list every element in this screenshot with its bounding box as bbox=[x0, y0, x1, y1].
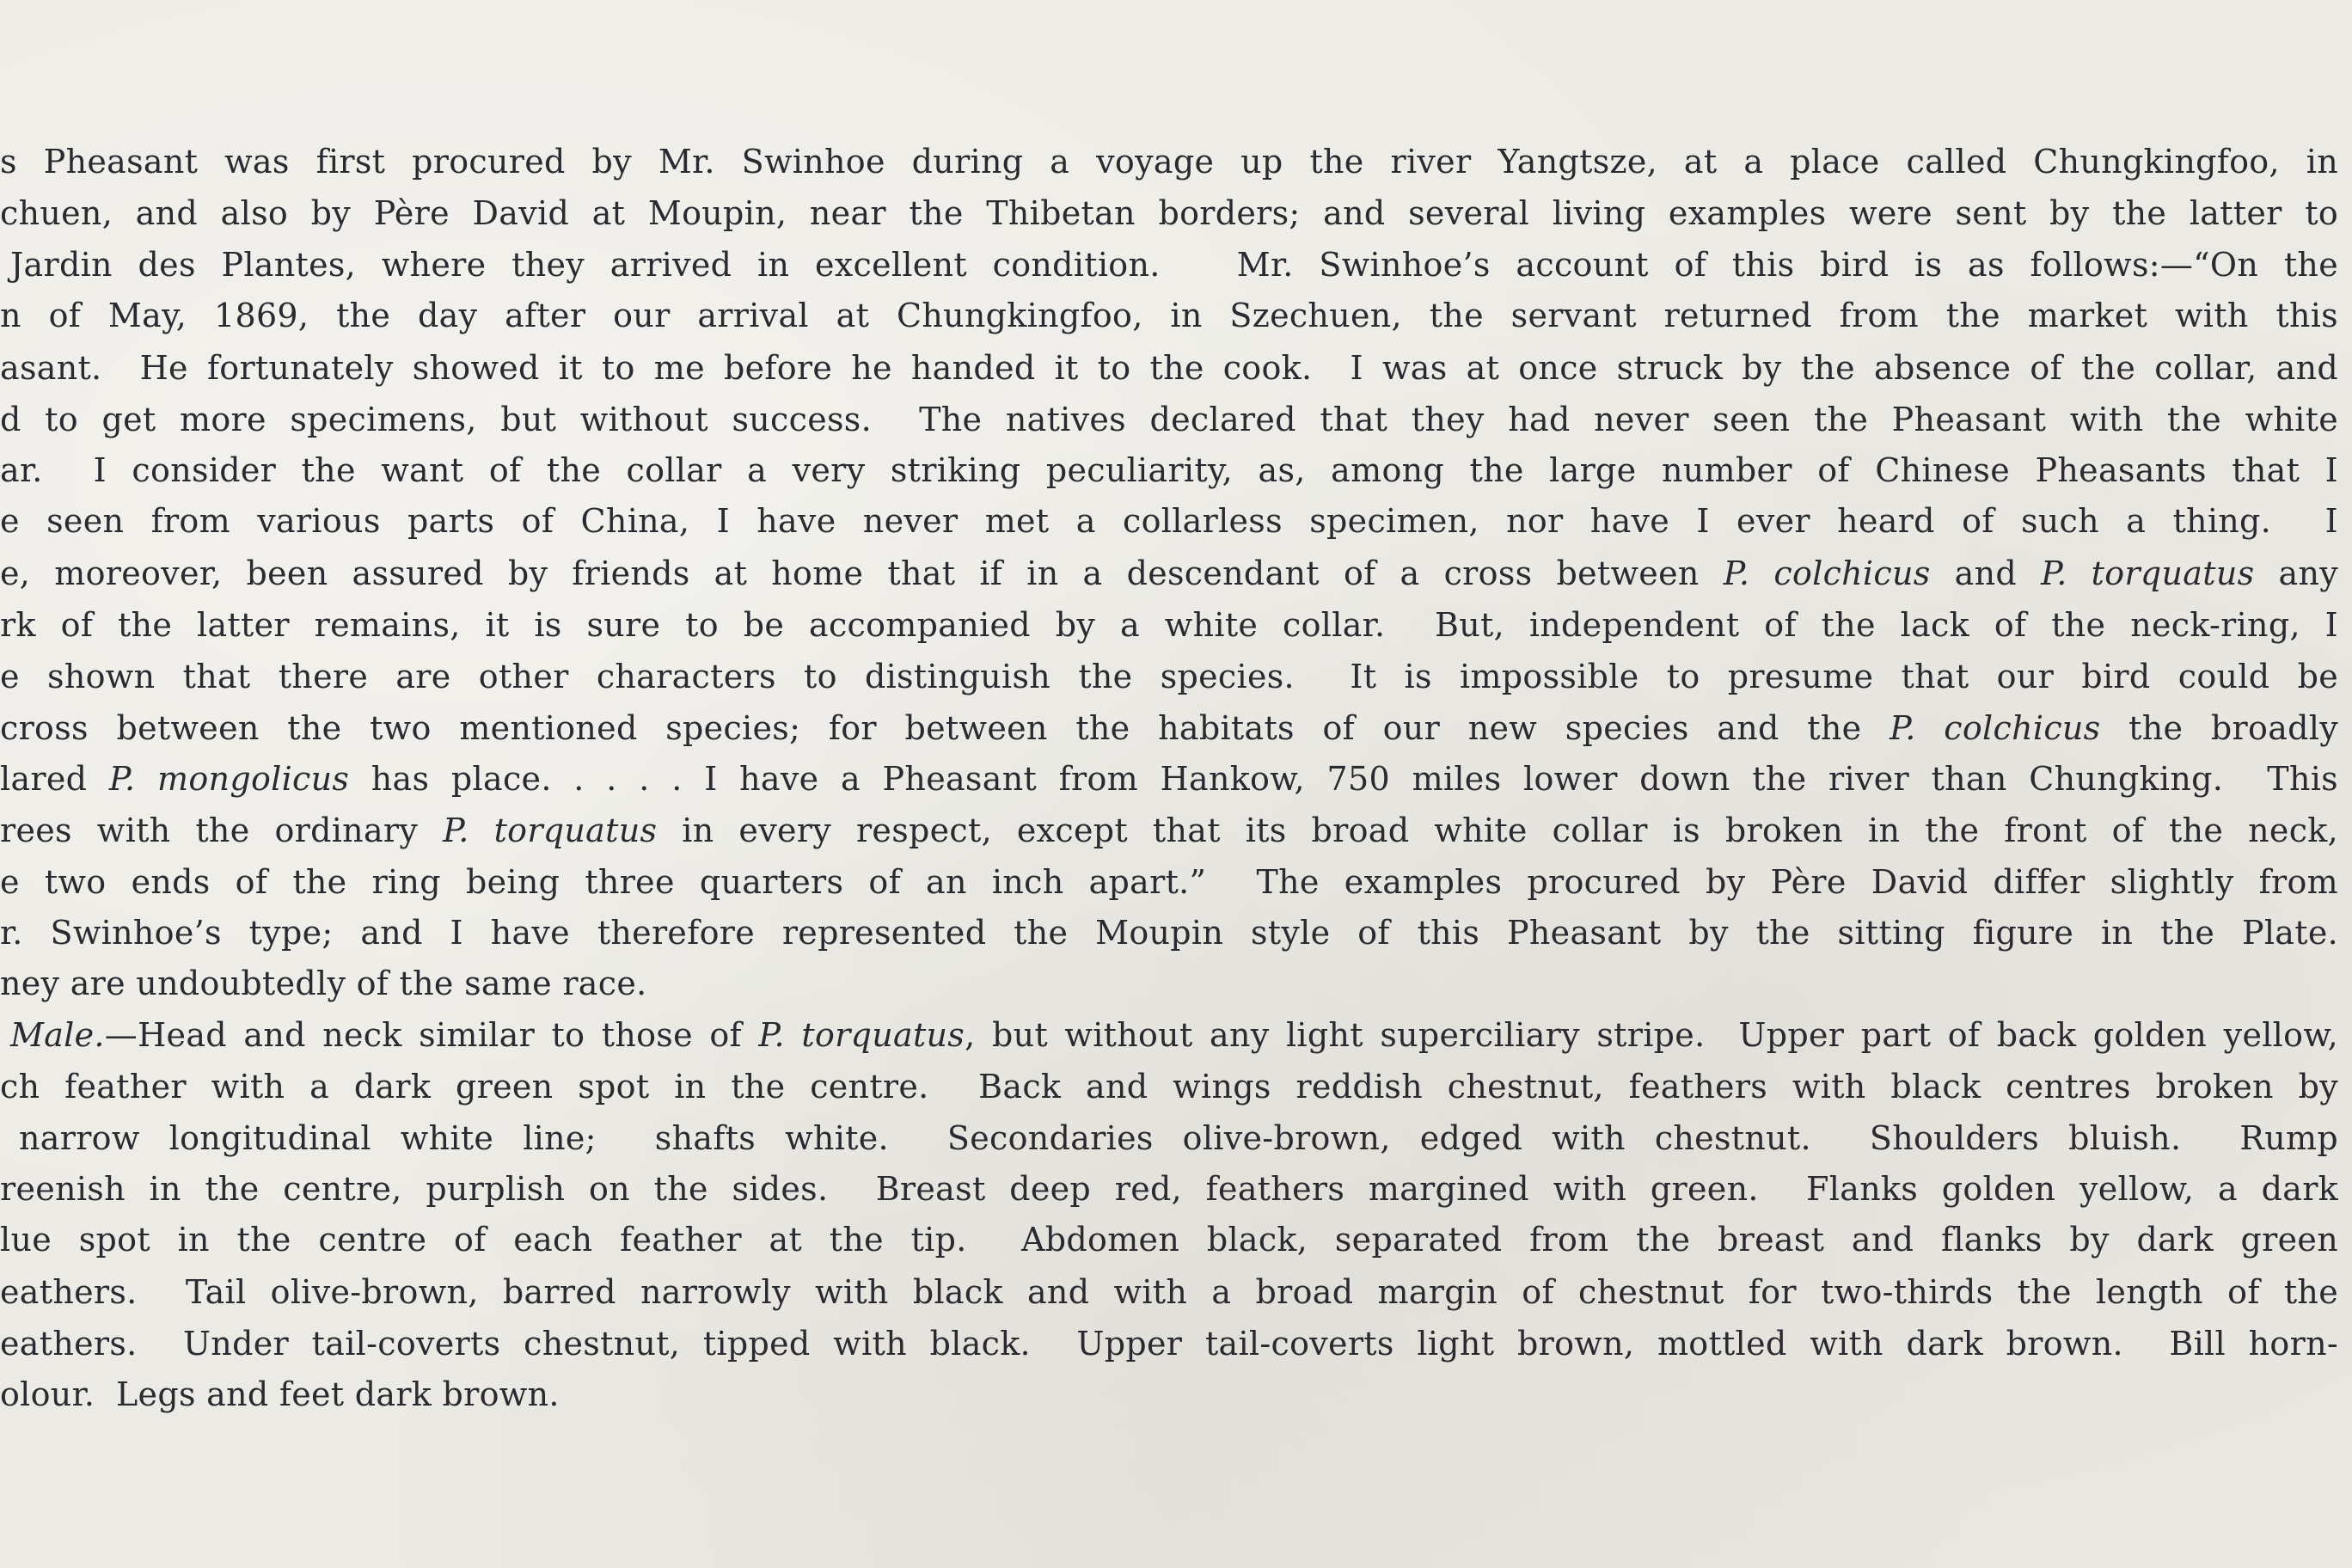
document-text bbox=[0, 120, 2338, 1461]
text-run: the broadly bbox=[2100, 709, 2338, 747]
text-line bbox=[0, 958, 2318, 1009]
text-line-content bbox=[0, 958, 647, 1009]
text-line-content bbox=[0, 394, 2338, 445]
text-line bbox=[0, 805, 2338, 856]
italic-text: P. torquatus bbox=[758, 1016, 965, 1054]
text-run: lared bbox=[0, 760, 109, 798]
text-line-content bbox=[0, 1369, 560, 1420]
text-line bbox=[0, 1369, 2318, 1420]
text-run: e, moreover, been assured by friends at home that if in a descendant of a cross between bbox=[0, 554, 1724, 592]
text-run: olour. Legs and feet dark brown. bbox=[0, 1375, 560, 1413]
text-line-content bbox=[19, 1112, 2338, 1164]
text-line-content bbox=[0, 651, 2338, 702]
text-run: has place. . . . . I have a Pheasant from Hankow, 750 miles lower down the river than Chungking. This bbox=[349, 760, 2338, 798]
text-line bbox=[0, 1266, 2338, 1318]
text-line-content bbox=[0, 444, 2338, 496]
text-line bbox=[0, 136, 2338, 187]
text-line bbox=[10, 239, 2338, 291]
text-line bbox=[0, 548, 2338, 599]
italic-text: P. colchicus bbox=[1723, 554, 1931, 592]
text-line bbox=[0, 187, 2338, 239]
text-line-content bbox=[0, 753, 2338, 805]
text-run: s Pheasant was first procured by Mr. Swinhoe during a voyage up the river Yangtsze, at a place called Chungkingfoo, in bbox=[0, 143, 2338, 181]
text-line bbox=[0, 495, 2338, 547]
text-line bbox=[0, 599, 2338, 651]
text-line-content bbox=[0, 907, 2338, 959]
text-line-content bbox=[0, 548, 2338, 599]
text-run: rees with the ordinary bbox=[0, 812, 444, 849]
text-line bbox=[0, 753, 2338, 805]
text-run: reenish in the centre, purplish on the sides. Breast deep red, feathers margined with green. Flanks golden yellow, a dark bbox=[0, 1170, 2338, 1208]
text-run: d to get more specimens, but without success. The natives declared that they had never seen the Pheasant with the white bbox=[0, 401, 2338, 438]
text-run: and bbox=[1930, 554, 2042, 592]
text-run: e shown that there are other characters to distinguish the species. It is impossible to presume that our bird could be bbox=[0, 658, 2338, 695]
text-run: eathers. Under tail-coverts chestnut, tipped with black. Upper tail-coverts light brown, mottled with dark brown. Bill horn- bbox=[0, 1325, 2338, 1363]
text-line-content bbox=[0, 187, 2338, 239]
text-line-content bbox=[0, 495, 2338, 547]
text-line-content bbox=[0, 1163, 2338, 1215]
italic-text: P. mongolicus bbox=[108, 760, 350, 798]
text-line bbox=[0, 1318, 2338, 1369]
text-line bbox=[0, 651, 2338, 702]
text-line-content bbox=[0, 805, 2338, 856]
text-line bbox=[0, 1163, 2338, 1215]
text-line bbox=[10, 1009, 2339, 1061]
text-run: —Head and neck similar to those of bbox=[104, 1016, 759, 1054]
text-run: ch feather with a dark green spot in the centre. Back and wings reddish chestnut, feathers with black centres broken by bbox=[0, 1068, 2338, 1106]
italic-text: P. torquatus bbox=[2041, 554, 2255, 592]
text-line-content bbox=[0, 856, 2338, 908]
text-line bbox=[0, 444, 2338, 496]
text-line bbox=[0, 394, 2338, 445]
text-run: narrow longitudinal white line; shafts white. Secondaries olive-brown, edged with chestnut. Shoulders bluish. Rump bbox=[19, 1119, 2338, 1157]
text-line-content bbox=[0, 342, 2338, 394]
text-line bbox=[0, 907, 2338, 959]
text-line-content bbox=[0, 702, 2338, 754]
text-line bbox=[19, 1112, 2338, 1164]
text-run: eathers. Tail olive-brown, barred narrowly with black and with a broad margin of chestnut for two-thirds the length of the bbox=[0, 1273, 2338, 1311]
text-line bbox=[0, 342, 2338, 394]
italic-text: P. torquatus bbox=[443, 812, 658, 849]
text-line-content bbox=[10, 239, 2338, 291]
text-run: n of May, 1869, the day after our arrival at Chungkingfoo, in Szechuen, the servant returned from the market with this bbox=[0, 297, 2338, 334]
italic-text: P. colchicus bbox=[1890, 709, 2101, 747]
text-run: r. Swinhoe’s type; and I have therefore represented the Moupin style of this Pheasant by the sitting figure in the Plate. bbox=[0, 914, 2338, 952]
text-run: lue spot in the centre of each feather at the tip. Abdomen black, separated from the breast and flanks by dark green bbox=[0, 1221, 2338, 1259]
text-line-content bbox=[0, 1214, 2338, 1265]
text-line bbox=[0, 856, 2338, 908]
text-line-content bbox=[0, 1318, 2338, 1369]
text-line bbox=[0, 290, 2338, 341]
text-run: e two ends of the ring being three quarters of an inch apart.” The examples procured by Père David differ slightly from bbox=[0, 863, 2338, 901]
text-run: ney are undoubtedly of the same race. bbox=[0, 965, 647, 1002]
italic-text: Male. bbox=[10, 1016, 105, 1054]
text-line bbox=[0, 702, 2338, 754]
text-run: , but without any light superciliary stripe. Upper part of back golden yellow, bbox=[965, 1016, 2339, 1054]
text-run: rk of the latter remains, it is sure to be accompanied by a white collar. But, independent of the lack of the neck-ring, I bbox=[0, 606, 2338, 644]
text-run: asant. He fortunately showed it to me before he handed it to the cook. I was at once struck by the absence of the collar, and bbox=[0, 349, 2338, 387]
text-run: in every respect, except that its broad white collar is broken in the front of the neck, bbox=[657, 812, 2338, 849]
text-line-content bbox=[0, 136, 2338, 187]
text-run: any bbox=[2254, 554, 2338, 592]
text-line bbox=[0, 1061, 2338, 1112]
text-line bbox=[0, 1214, 2338, 1265]
text-run: chuen, and also by Père David at Moupin, near the Thibetan borders; and several living examples were sent by the latter to bbox=[0, 194, 2338, 232]
text-line-content bbox=[0, 1061, 2338, 1112]
text-run: ar. I consider the want of the collar a very striking peculiarity, as, among the large number of Chinese Pheasants that I bbox=[0, 451, 2338, 489]
text-line-content bbox=[10, 1009, 2338, 1061]
text-run: e seen from various parts of China, I have never met a collarless specimen, nor have I ever heard of such a thing. I bbox=[0, 502, 2338, 540]
text-run: cross between the two mentioned species; for between the habitats of our new species and the bbox=[0, 709, 1890, 747]
text-line-content bbox=[0, 1266, 2338, 1318]
text-line-content bbox=[0, 290, 2338, 341]
text-run: Jardin des Plantes, where they arrived in excellent condition. Mr. Swinhoe’s account of this bird is as follows:—“On the bbox=[10, 246, 2338, 284]
text-line-content bbox=[0, 599, 2338, 651]
